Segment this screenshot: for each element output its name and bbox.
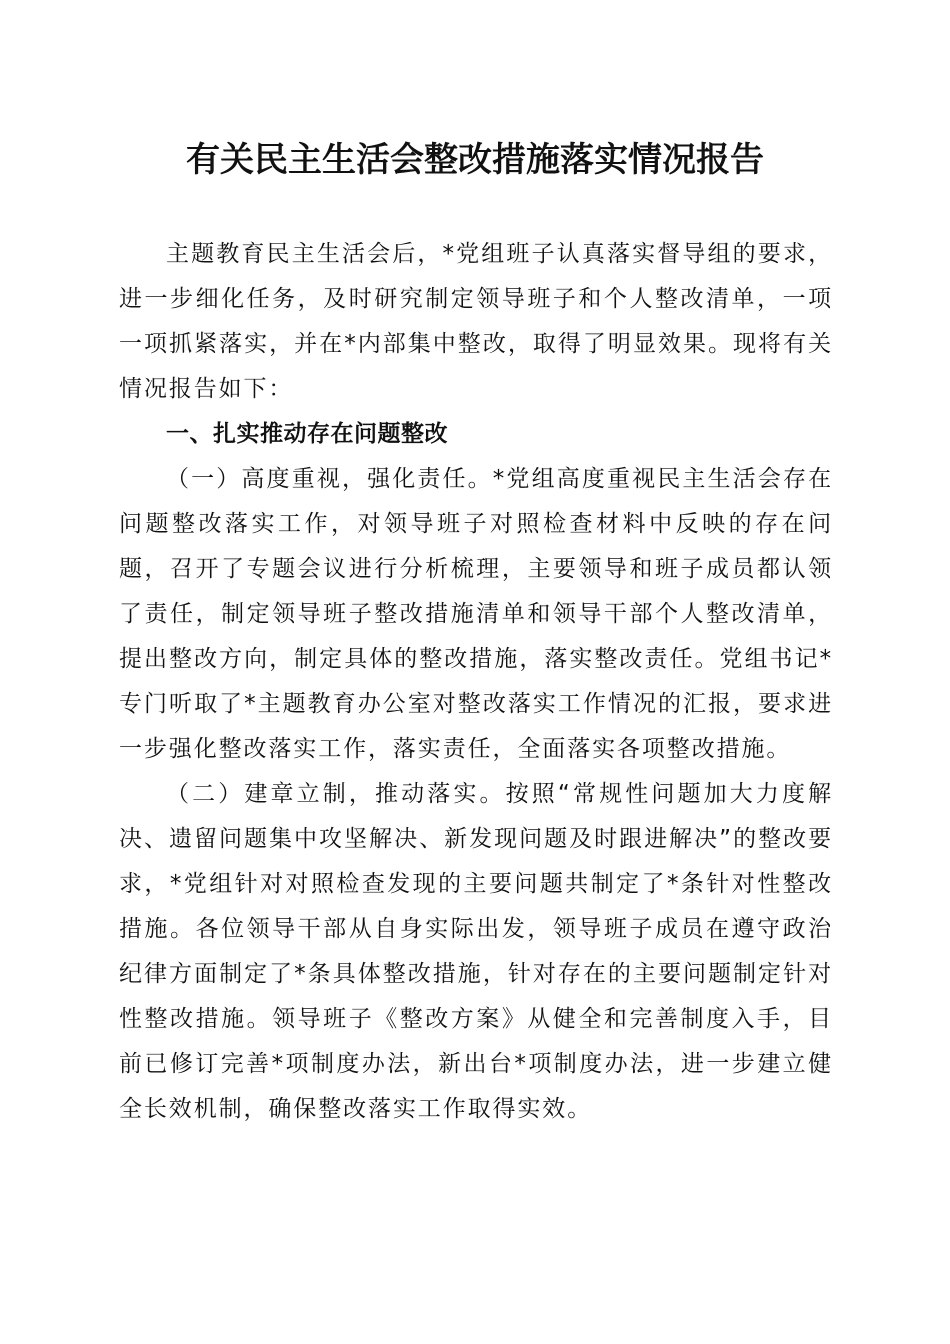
document-body (119, 232, 833, 1132)
paragraph-item-2 (119, 772, 833, 1132)
document-title: 有关民主生活会整改措施落实情况报告 (186, 140, 764, 180)
item-2-text: 按照“常规性问题加大力度解决、遗留问题集中攻坚解决、新发现问题及时跟进解决”的整改要求，*党组针对对照检查发现的主要问题共制定了*条针对性整改措施。各位领导干部从自身实际出发，领导班子成员在遵守政治纪律方面制定了*条具体整改措施，针对存在的主要问题制定针对性整改措施。领导班子《整改方案》从健全和完善制度入手，目前已修订完善*项制度办法，新出台*项制度办法，进一步建立健全长效机制，确保整改落实工作取得实效。 (119, 781, 833, 1122)
item-2-heading: （二）建章立制，推动落实。 (166, 781, 506, 807)
section-heading: 一、扎实推动存在问题整改 (166, 421, 448, 447)
item-1-heading: （一）高度重视，强化责任。 (166, 466, 493, 492)
paragraph-item-1 (119, 457, 833, 772)
item-1-text: *党组高度重视民主生活会存在问题整改落实工作，对领导班子对照检查材料中反映的存在问题，召开了专题会议进行分析梳理，主要领导和班子成员都认领了责任，制定领导班子整改措施清单和领导干部个人整改清单，提出整改方向，制定具体的整改措施，落实整改责任。党组书记*专门听取了*主题教育办公室对整改落实工作情况的汇报，要求进一步强化整改落实工作，落实责任，全面落实各项整改措施。 (119, 466, 833, 762)
intro-paragraph: 主题教育民主生活会后，*党组班子认真落实督导组的要求，进一步细化任务，及时研究制定领导班子和个人整改清单，一项一项抓紧落实，并在*内部集中整改，取得了明显效果。现将有关情况报告如下： (119, 241, 833, 402)
